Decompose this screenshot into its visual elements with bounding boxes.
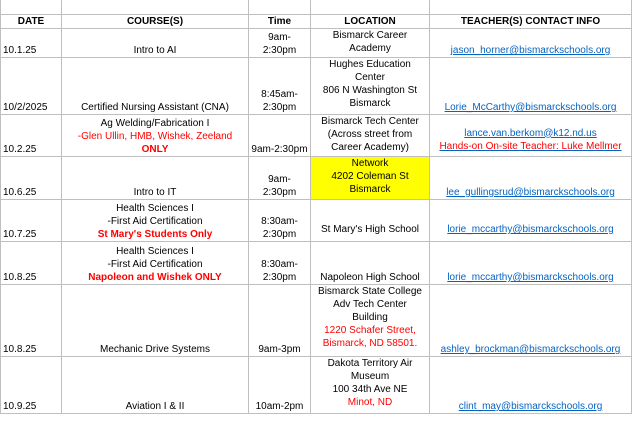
onsite-teacher-note: Hands-on On-site Teacher: Luke Mellmer [439, 140, 622, 152]
blank-cell [311, 0, 430, 15]
teacher-email-link[interactable]: Lorie_McCarthy@bismarckschools.org [444, 102, 617, 113]
course-cell [62, 115, 249, 157]
course-cell [62, 157, 249, 200]
time-line: 9am- [268, 174, 291, 185]
location-line: Dakota Territory Air [327, 358, 413, 369]
location-cell [311, 115, 430, 157]
location-line: 806 N Washington St [322, 85, 418, 96]
course-line: -First Aid Certification [107, 216, 203, 227]
table-row [1, 242, 632, 285]
course-restriction-line: -Glen Ullin, HMB, Wishek, Zeeland [77, 131, 233, 142]
time-line: 9am-2:30pm [251, 144, 308, 155]
location-address-line: Bismarck, ND 58501. [322, 338, 418, 349]
time-cell [249, 115, 311, 157]
teacher-cell [430, 157, 632, 200]
table-row [1, 285, 632, 357]
location-line: 4202 Coleman St [331, 171, 409, 182]
location-cell-highlighted [311, 157, 430, 200]
course-cell [62, 200, 249, 242]
location-line: Museum [350, 371, 390, 382]
location-line: Network [351, 158, 389, 169]
blank-top-row [1, 0, 632, 15]
teacher-email-link[interactable]: lorie_mccarthy@bismarckschools.org [447, 224, 614, 235]
location-address-line: 1220 Schafer Street, [324, 325, 416, 336]
table-row [1, 200, 632, 242]
table-row [1, 357, 632, 414]
teacher-cell [430, 285, 632, 357]
location-address-line: Minot, ND [347, 397, 393, 408]
course-line: Certified Nursing Assistant (CNA) [81, 102, 229, 113]
date-cell: 10.8.25 [1, 242, 62, 285]
teacher-cell [430, 115, 632, 157]
time-cell [249, 58, 311, 115]
teacher-email-link[interactable]: lee_gullingsrud@bismarckschools.org [446, 187, 615, 198]
course-line: Intro to IT [133, 187, 177, 198]
header-row [1, 15, 632, 29]
teacher-email-link[interactable]: lorie_mccarthy@bismarckschools.org [447, 272, 614, 283]
teacher-email-link[interactable]: jason_horner@bismarckschools.org [450, 45, 611, 56]
teacher-email-link[interactable]: lance.van.berkom@k12.nd.us [464, 127, 597, 139]
course-line: Intro to AI [133, 45, 177, 56]
location-line: (Across street from [327, 129, 413, 140]
course-line: Health Sciences I [116, 246, 194, 257]
blank-cell [249, 0, 311, 15]
blank-cell [430, 0, 632, 15]
location-line: Building [352, 312, 388, 323]
header-location: LOCATION [311, 15, 430, 29]
date-cell: 10.8.25 [1, 285, 62, 357]
course-line: Mechanic Drive Systems [99, 344, 211, 355]
table-row [1, 29, 632, 58]
location-cell [311, 58, 430, 115]
course-cell [62, 242, 249, 285]
location-line: Bismarck State College [318, 286, 422, 297]
date-cell: 10.1.25 [1, 29, 62, 58]
course-line: Ag Welding/Fabrication I [100, 118, 210, 129]
time-line: 2:30pm [262, 45, 297, 56]
location-line: Center [354, 72, 385, 83]
header-teacher: TEACHER(S) CONTACT INFO [430, 15, 632, 29]
time-cell [249, 200, 311, 242]
course-cell [62, 58, 249, 115]
time-cell [249, 29, 311, 58]
location-line: Bismarck Tech Center [321, 116, 419, 127]
time-cell [249, 157, 311, 200]
date-cell: 10.6.25 [1, 157, 62, 200]
header-date: DATE [1, 15, 62, 29]
course-cell [62, 357, 249, 414]
date-cell: 10/2/2025 [1, 58, 62, 115]
location-line: Hughes Education [329, 59, 411, 70]
table-row [1, 115, 632, 157]
teacher-cell [430, 357, 632, 414]
teacher-cell [430, 242, 632, 285]
time-cell [249, 242, 311, 285]
location-cell [311, 29, 430, 58]
course-restriction-line: Napoleon and Wishek ONLY [88, 272, 222, 283]
time-line: 9am- [268, 32, 291, 43]
time-line: 8:30am- [261, 216, 298, 227]
time-line: 8:30am- [261, 259, 298, 270]
time-line: 9am-3pm [258, 344, 301, 355]
teacher-cell [430, 29, 632, 58]
location-cell [311, 242, 430, 285]
table-row [1, 157, 632, 200]
location-line: Bismarck [349, 184, 391, 195]
location-line: Academy [349, 43, 391, 54]
course-restriction-line: St Mary's Students Only [97, 229, 213, 240]
time-cell [249, 285, 311, 357]
location-line: Career Academy) [331, 142, 409, 153]
location-line: Napoleon High School [320, 272, 420, 283]
course-line: -First Aid Certification [107, 259, 203, 270]
time-line: 2:30pm [262, 229, 297, 240]
location-cell [311, 357, 430, 414]
teacher-cell [430, 58, 632, 115]
course-line: Health Sciences I [116, 203, 194, 214]
location-line: Bismarck Career [332, 30, 408, 41]
course-restriction-line: ONLY [141, 144, 169, 155]
location-line: St Mary's High School [320, 224, 420, 235]
header-course: COURSE(S) [62, 15, 249, 29]
date-cell: 10.9.25 [1, 357, 62, 414]
location-cell [311, 285, 430, 357]
time-cell [249, 357, 311, 414]
course-line: Aviation I & II [125, 401, 185, 412]
header-time: Time [249, 15, 311, 29]
location-line: 100 34th Ave NE [332, 384, 408, 395]
time-line: 2:30pm [262, 272, 297, 283]
date-cell: 10.2.25 [1, 115, 62, 157]
course-cell [62, 285, 249, 357]
date-cell: 10.7.25 [1, 200, 62, 242]
location-line: Bismarck [349, 98, 391, 109]
time-line: 8:45am- [261, 89, 298, 100]
course-cell [62, 29, 249, 58]
teacher-cell [430, 200, 632, 242]
blank-cell [1, 0, 62, 15]
location-line: Adv Tech Center [333, 299, 407, 310]
time-line: 2:30pm [262, 102, 297, 113]
time-line: 2:30pm [262, 187, 297, 198]
table-row [1, 58, 632, 115]
teacher-email-link[interactable]: ashley_brockman@bismarckschools.org [440, 344, 621, 355]
blank-cell [62, 0, 249, 15]
teacher-email-link[interactable]: clint_may@bismarckschools.org [458, 401, 603, 412]
time-line: 10am-2pm [255, 401, 304, 412]
location-cell [311, 200, 430, 242]
